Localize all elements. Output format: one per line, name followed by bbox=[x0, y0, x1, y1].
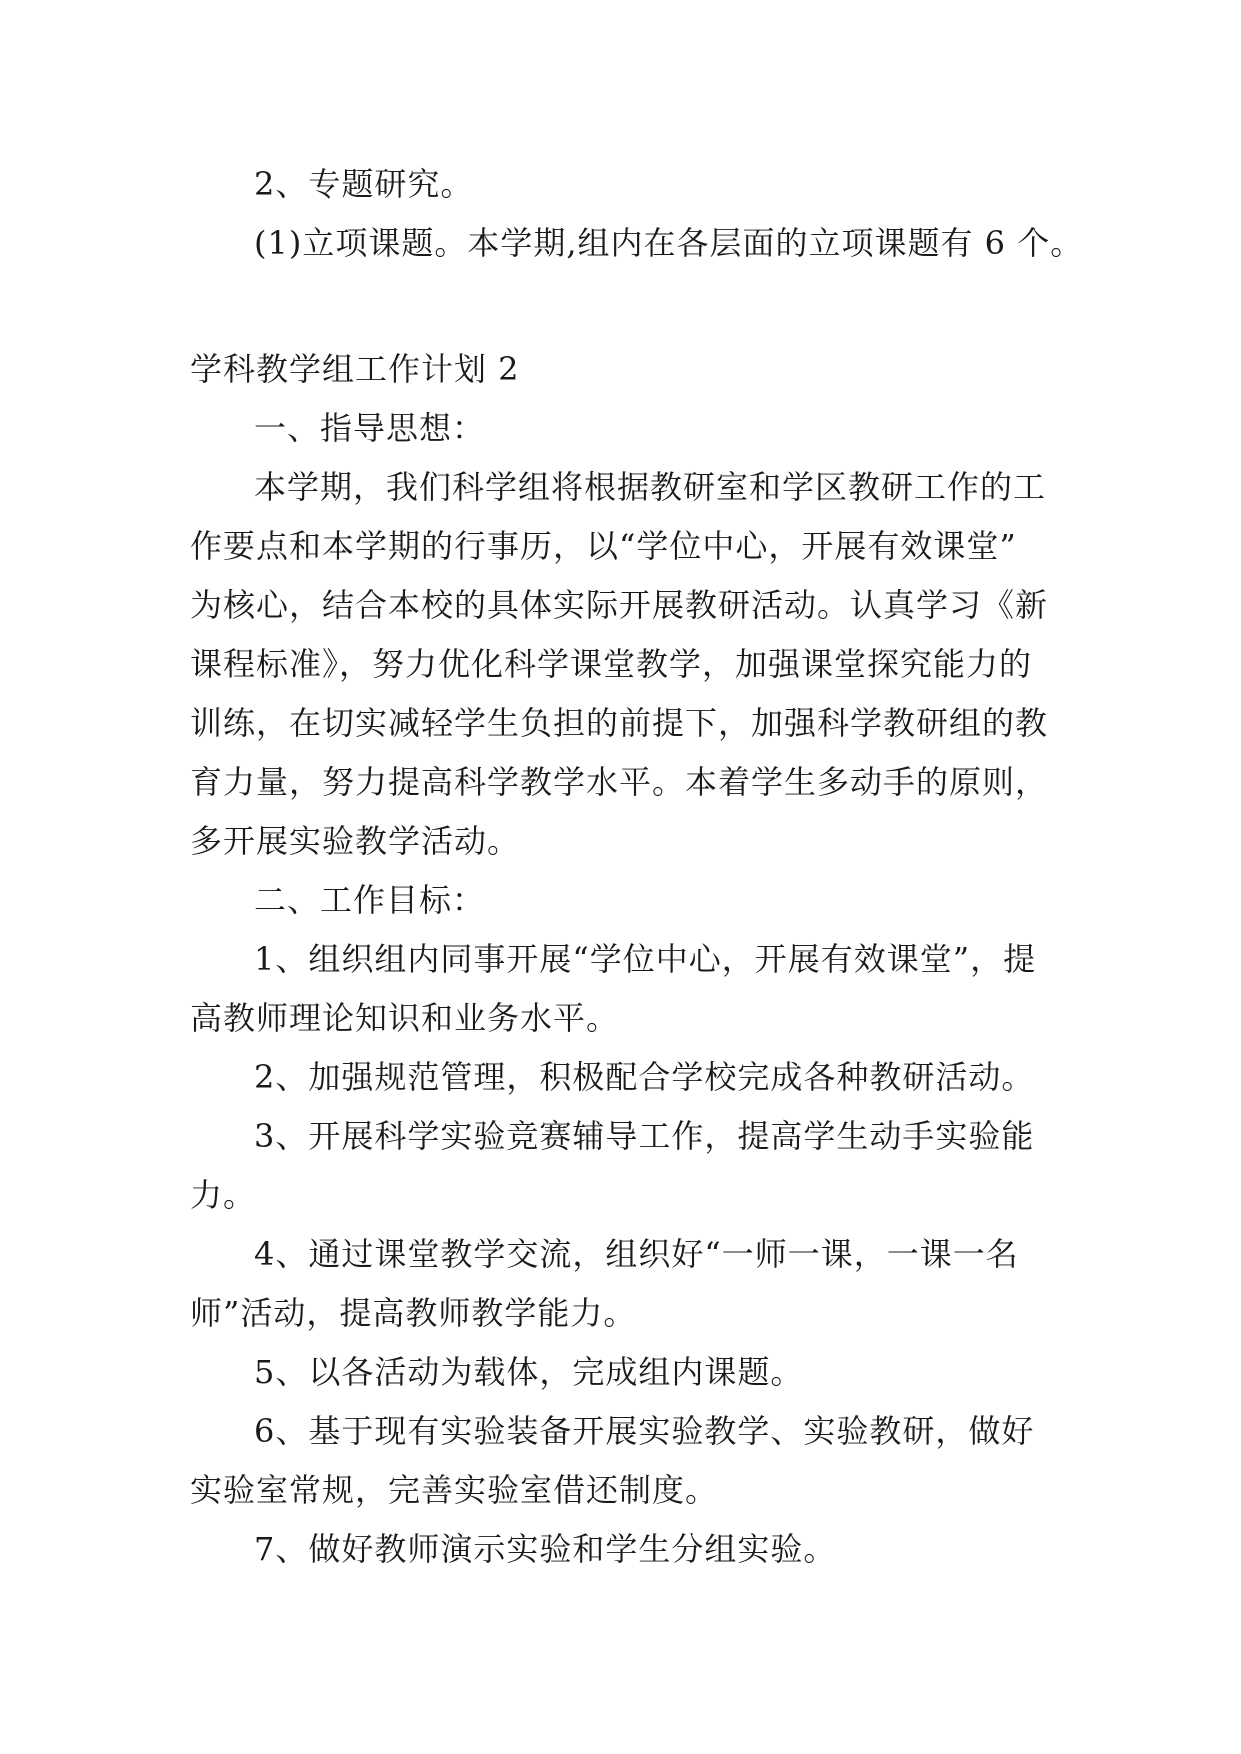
goal-item-1 bbox=[190, 930, 1050, 1048]
heading-work-goals: 二、工作目标： bbox=[254, 881, 486, 919]
text-line: 为核心，结合本校的具体实际开展教研活动。认真学习《新 bbox=[190, 586, 1049, 624]
paragraph-guiding-thought bbox=[190, 458, 1050, 871]
work-plan-section bbox=[190, 340, 1050, 1579]
text-line: 多开展实验教学活动。 bbox=[190, 822, 521, 860]
paragraph-approved-projects: (1)立项课题。本学期,组内在各层面的立项课题有 6 个。 bbox=[254, 224, 1084, 262]
goal-item-7 bbox=[190, 1520, 1050, 1579]
goal-item-6 bbox=[190, 1402, 1050, 1520]
text-line: 育力量，努力提高科学教学水平。本着学生多动手的原则， bbox=[190, 763, 1049, 801]
text-line: 4、通过课堂教学交流，组织好“一师一课，一课一名 bbox=[254, 1235, 1019, 1273]
text-line: 2、加强规范管理，积极配合学校完成各种教研活动。 bbox=[254, 1058, 1035, 1096]
text-line: 1、组织组内同事开展“学位中心，开展有效课堂”，提 bbox=[254, 940, 1037, 978]
text-line: 实验室常规，完善实验室借还制度。 bbox=[190, 1471, 719, 1509]
text-line: 课程标准》，努力优化科学课堂教学，加强课堂探究能力的 bbox=[190, 645, 1033, 683]
text-line: 5、以各活动为载体，完成组内课题。 bbox=[254, 1353, 804, 1391]
section-title: 学科教学组工作计划 2 bbox=[190, 350, 520, 388]
goal-item-5 bbox=[190, 1343, 1050, 1402]
goal-item-4 bbox=[190, 1225, 1050, 1343]
text-line: 6、基于现有实验装备开展实验教学、实验教研，做好 bbox=[254, 1412, 1035, 1450]
subheading-special-research: 2、专题研究。 bbox=[254, 165, 474, 203]
text-line: 训练，在切实减轻学生负担的前提下，加强科学教研组的教 bbox=[190, 704, 1049, 742]
goal-item-3 bbox=[190, 1107, 1050, 1225]
text-line: 力。 bbox=[190, 1176, 257, 1214]
text-line: 本学期，我们科学组将根据教研室和学区教研工作的工 bbox=[254, 468, 1047, 506]
text-line: 师”活动，提高教师教学能力。 bbox=[190, 1294, 637, 1332]
previous-section-tail bbox=[190, 155, 1084, 273]
text-line: 7、做好教师演示实验和学生分组实验。 bbox=[254, 1530, 837, 1568]
text-line: 3、开展科学实验竞赛辅导工作，提高学生动手实验能 bbox=[254, 1117, 1035, 1155]
text-line: 作要点和本学期的行事历，以“学位中心，开展有效课堂” bbox=[190, 527, 1017, 565]
goal-item-2 bbox=[190, 1048, 1050, 1107]
heading-guiding-thought: 一、指导思想： bbox=[254, 409, 486, 447]
text-line: 高教师理论知识和业务水平。 bbox=[190, 999, 620, 1037]
